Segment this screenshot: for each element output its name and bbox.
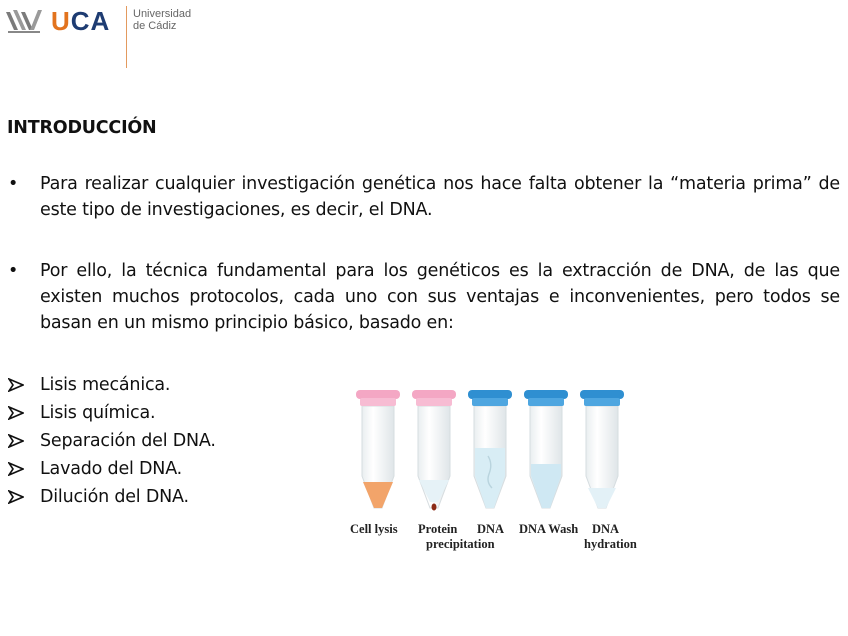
arrow-bullet-icon — [8, 378, 40, 392]
uca-emblem-icon — [4, 6, 44, 34]
university-line-1: Universidad — [133, 8, 192, 20]
page-title: INTRODUCCIÓN — [7, 118, 157, 138]
tube-dna-hydration — [580, 390, 624, 508]
dna-extraction-figure — [346, 384, 646, 564]
caption-dna-2: DNA — [592, 522, 620, 536]
university-line-2: de Cádiz — [133, 20, 177, 32]
caption-hydration: hydration — [584, 537, 637, 551]
uca-logo-text: UCA — [51, 6, 111, 36]
caption-precipitation: precipitation — [426, 537, 495, 551]
extraction-steps-list — [8, 371, 216, 511]
list-item — [8, 483, 216, 511]
logo-divider — [126, 6, 127, 68]
university-name — [133, 8, 191, 32]
bullet-paragraph-1 — [8, 171, 840, 223]
list-item — [8, 455, 216, 483]
list-item-label: Lisis mecánica. — [40, 375, 171, 395]
bullet-marker: • — [8, 261, 19, 281]
list-item-label: Lavado del DNA. — [40, 459, 183, 479]
list-item-label: Lisis química. — [40, 403, 156, 423]
list-item — [8, 427, 216, 455]
arrow-bullet-icon — [8, 406, 40, 420]
header — [0, 0, 848, 70]
bullet-text: Por ello, la técnica fundamental para los genéticos es la extracción de DNA, de las que existen muchos protocolos, cada uno con sus ventajas e inconvenientes, pero todos se basan en un mismo principio básico, basado en: — [40, 261, 840, 333]
list-item-label: Dilución del DNA. — [40, 487, 189, 507]
bullet-paragraph-2 — [8, 258, 840, 336]
arrow-bullet-icon — [8, 462, 40, 476]
bullet-marker: • — [8, 174, 19, 194]
list-item-label: Separación del DNA. — [40, 431, 216, 451]
tube-protein-precipitation — [412, 390, 456, 511]
tube-dna-wash — [524, 390, 568, 508]
caption-dna: DNA — [477, 522, 505, 536]
tubes-illustration — [346, 384, 646, 519]
caption-protein: Protein — [418, 522, 458, 536]
bullet-text: Para realizar cualquier investigación genética nos hace falta obtener la “materia prima” de este tipo de investigaciones, es decir, el DNA. — [40, 174, 840, 220]
caption-dna-wash: DNA Wash — [519, 522, 579, 536]
tube-cell-lysis — [356, 390, 400, 508]
arrow-bullet-icon — [8, 434, 40, 448]
tube-dna — [468, 390, 512, 508]
list-item — [8, 399, 216, 427]
arrow-bullet-icon — [8, 490, 40, 504]
list-item — [8, 371, 216, 399]
caption-cell-lysis: Cell lysis — [350, 522, 398, 536]
